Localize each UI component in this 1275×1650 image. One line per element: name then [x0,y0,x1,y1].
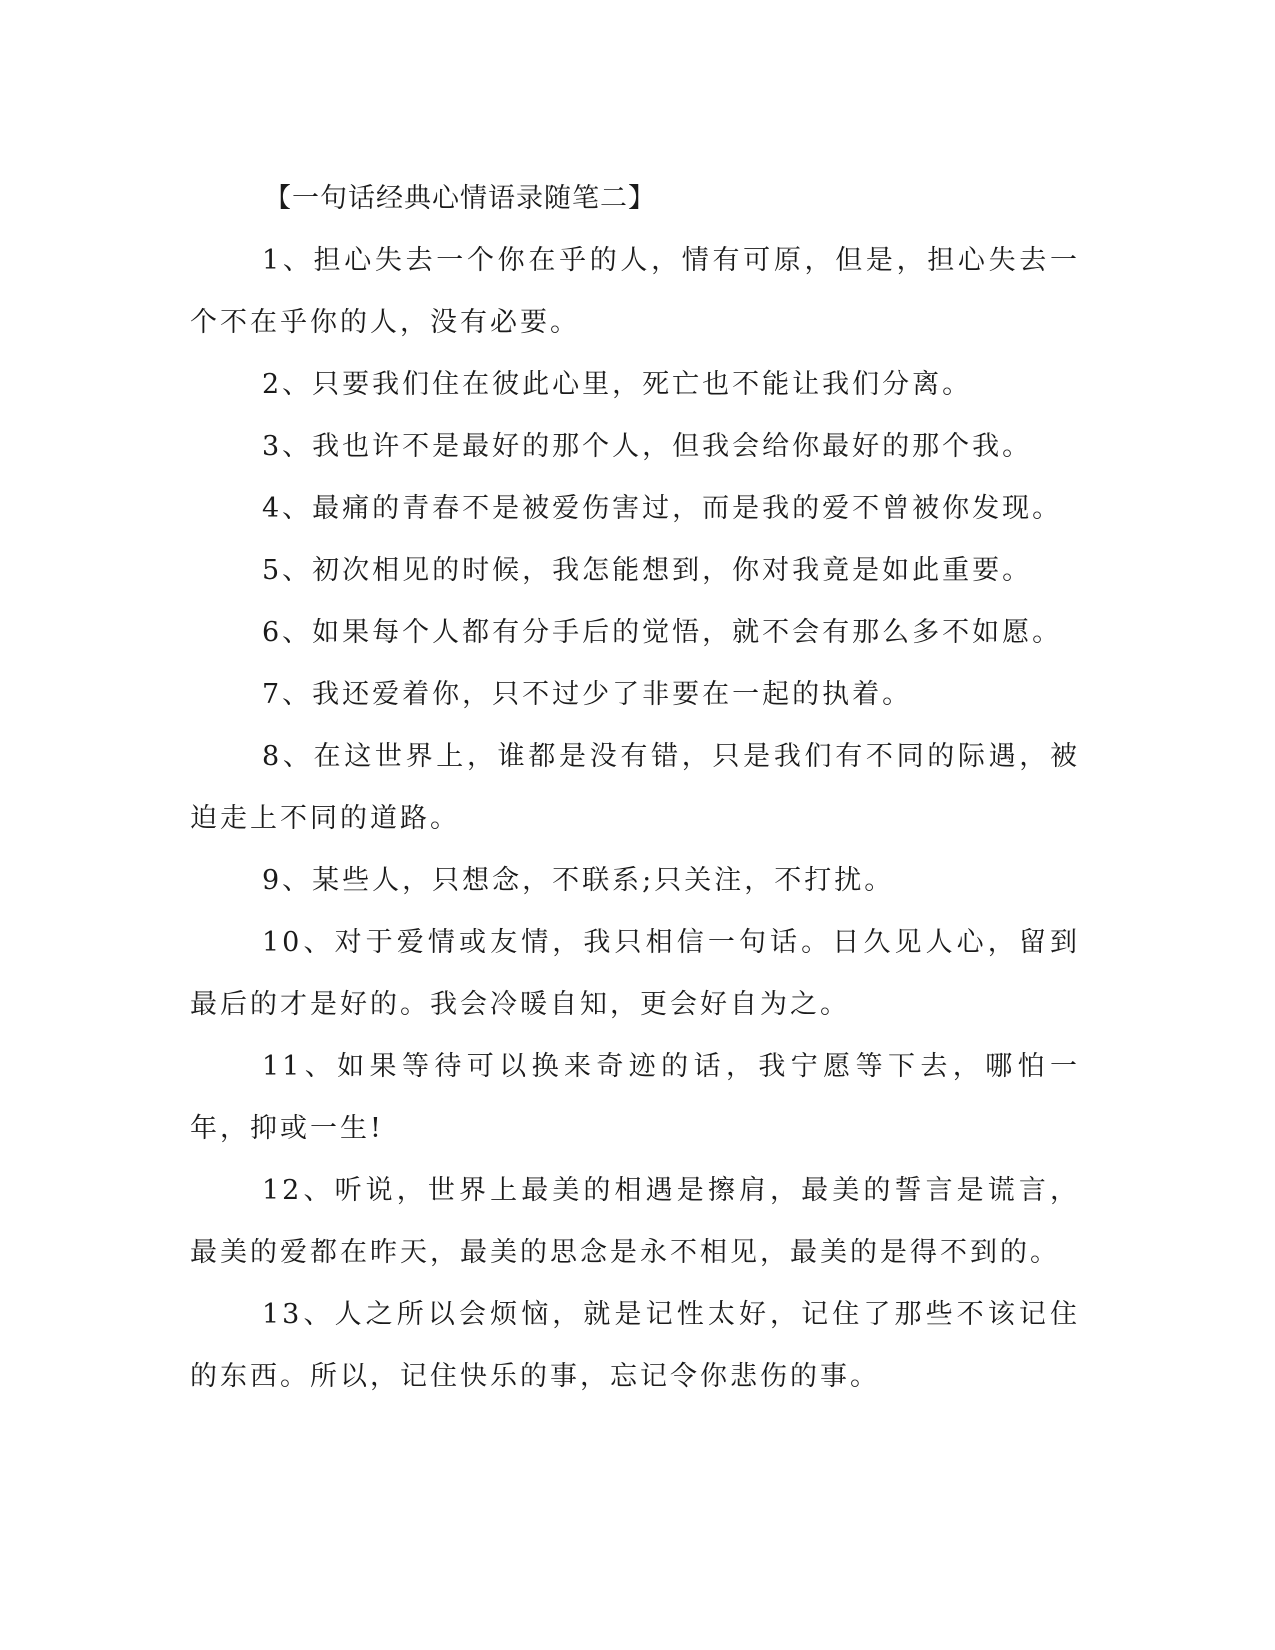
document-title: 【一句话经典心情语录随笔二】 [264,183,656,214]
quote-item-4: 4、最痛的青春不是被爱伤害过，而是我的爱不曾被你发现。 [262,493,1063,524]
quote-item-3: 3、我也许不是最好的那个人，但我会给你最好的那个我。 [262,431,1033,462]
quote-item-10: 10、对于爱情或友情，我只相信一句话。日久见人心，留到最后的才是好的。我会冷暖自知，更会好自为之。 [190,927,1080,1020]
quote-item-6: 6、如果每个人都有分手后的觉悟，就不会有那么多不如愿。 [262,617,1063,648]
quote-item-7: 7、我还爱着你，只不过少了非要在一起的执着。 [262,679,913,710]
quote-item-11: 11、如果等待可以换来奇迹的话，我宁愿等下去，哪怕一年，抑或一生! [190,1051,1080,1144]
quote-item-12: 12、听说，世界上最美的相遇是擦肩，最美的誓言是谎言，最美的爱都在昨天，最美的思念是永不相见，最美的是得不到的。 [190,1175,1080,1268]
quote-item-2: 2、只要我们住在彼此心里，死亡也不能让我们分离。 [262,369,973,400]
quote-item-9: 9、某些人，只想念，不联系;只关注，不打扰。 [262,865,895,896]
quote-item-1: 1、担心失去一个你在乎的人，情有可原，但是，担心失去一个不在乎你的人，没有必要。 [190,245,1080,338]
document-body [190,168,1080,1408]
quote-item-5: 5、初次相见的时候，我怎能想到，你对我竟是如此重要。 [262,555,1033,586]
quote-item-8: 8、在这世界上，谁都是没有错，只是我们有不同的际遇，被迫走上不同的道路。 [190,741,1080,834]
quote-item-13: 13、人之所以会烦恼，就是记性太好，记住了那些不该记住的东西。所以，记住快乐的事，忘记令你悲伤的事。 [190,1299,1080,1392]
